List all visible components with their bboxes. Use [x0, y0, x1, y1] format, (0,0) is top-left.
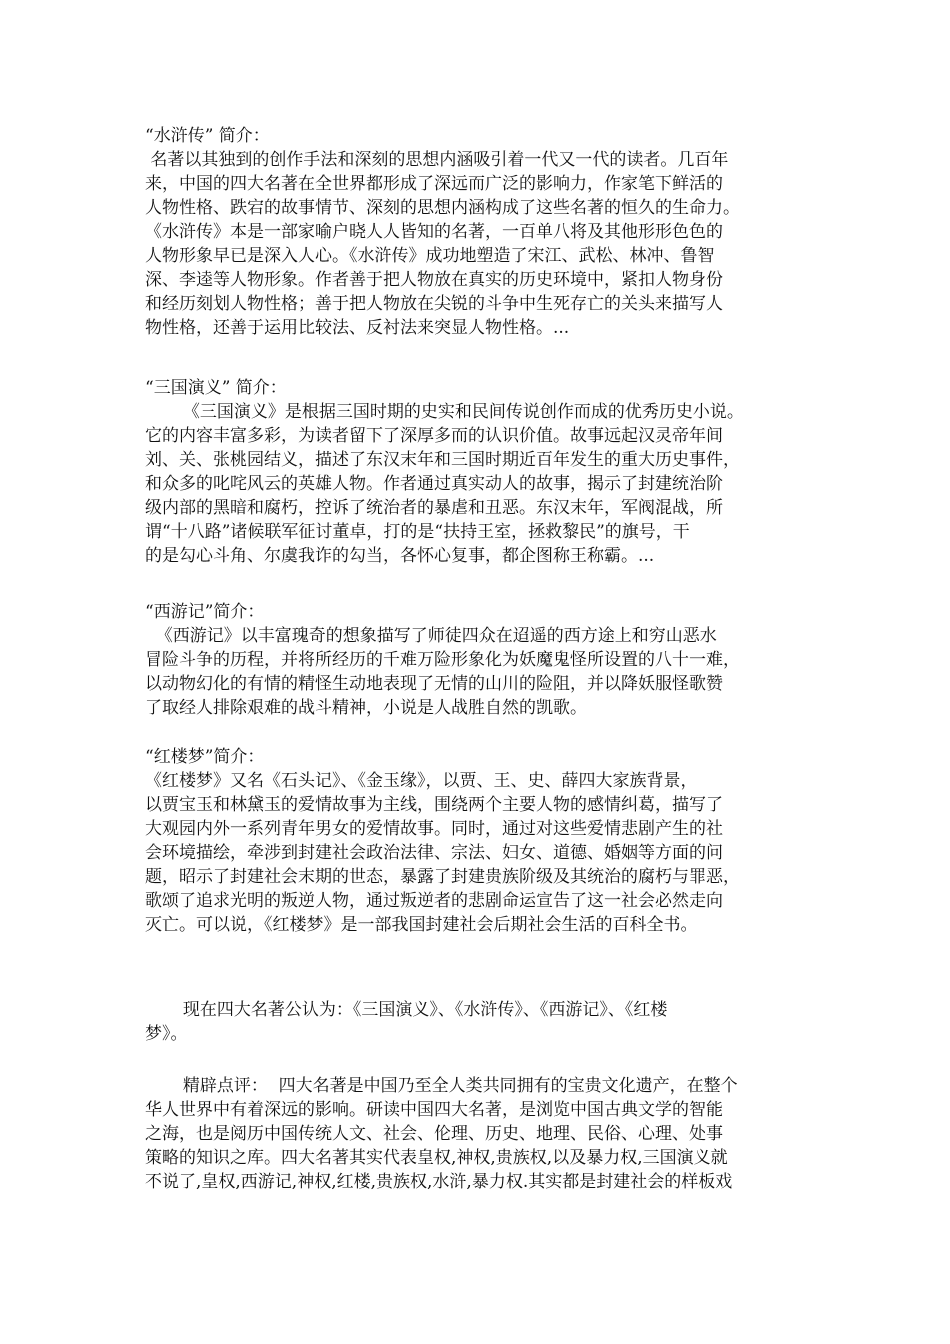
paragraph-line: 会环境描绘，牵涉到封建社会政治法律、宗法、妇女、道德、婚姻等方面的问: [145, 843, 723, 863]
paragraph-line: 大观园内外一系列青年男女的爱情故事。同时，通过对这些爱情悲剧产生的社: [145, 819, 723, 839]
paragraph-line: 冒险斗争的历程，并将所经历的千难万险形象化为妖魔鬼怪所设置的八十一难，: [145, 650, 740, 670]
paragraph-line: 策略的知识之库。四大名著其实代表皇权,神权,贵族权,以及暴力权,三国演义就: [145, 1148, 728, 1168]
commentary-paragraph: [145, 1074, 815, 1194]
paragraph-line: 谓“十八路”诸候联军征讨董卓，打的是“扶持王室，拯救黎民”的旗号，干: [145, 522, 690, 542]
paragraph-line: 现在四大名著公认为：《三国演义》、《水浒传》、《西游记》、《红楼: [145, 1000, 668, 1020]
section-heading: “西游记”简介：: [145, 602, 265, 622]
paragraph-line: 梦》。: [145, 1024, 188, 1044]
paragraph-line: 之海，也是阅历中国传统人文、社会、伦理、历史、地理、民俗、心理、处事: [145, 1124, 723, 1144]
section-heading: “水浒传” 简介：: [145, 126, 270, 146]
paragraph-line: 《三国演义》是根据三国时期的史实和民间传说创作而成的优秀历史小说。: [145, 402, 744, 422]
summary-paragraph: [145, 998, 815, 1046]
paragraph-line: 《水浒传》本是一部家喻户晓人人皆知的名著，一百单八将及其他形形色色的: [145, 222, 723, 242]
section-heading: “三国演义” 简介：: [145, 378, 287, 398]
paragraph-line: 和众多的叱咤风云的英雄人物。作者通过真实动人的故事，揭示了封建统治阶: [145, 474, 723, 494]
paragraph-line: 精辟点评： 四大名著是中国乃至全人类共同拥有的宝贵文化遗产，在整个: [145, 1076, 738, 1096]
paragraph-line: 它的内容丰富多彩，为读者留下了深厚多而的认识价值。故事远起汉灵帝年间: [145, 426, 723, 446]
paragraph-line: 以贾宝玉和林黛玉的爱情故事为主线，围绕两个主要人物的感情纠葛，描写了: [145, 795, 723, 815]
paragraph-line: 物性格，还善于运用比较法、反衬法来突显人物性格。...: [145, 318, 570, 338]
paragraph-line: 名著以其独到的创作手法和深刻的思想内涵吸引着一代又一代的读者。几百年: [145, 150, 729, 170]
paragraph-line: 级内部的黑暗和腐朽，控诉了统治者的暴虐和丑恶。东汉末年，军阀混战，所: [145, 498, 723, 518]
paragraph-line: 华人世界中有着深远的影响。研读中国四大名著，是浏览中国古典文学的智能: [145, 1100, 723, 1120]
paragraph-line: 了取经人排除艰难的战斗精神，小说是人战胜自然的凯歌。: [145, 698, 587, 718]
paragraph-line: 来，中国的四大名著在全世界都形成了深远而广泛的影响力，作家笔下鲜活的: [145, 174, 723, 194]
paragraph-line: 题，昭示了封建社会末期的世态，暴露了封建贵族阶级及其统治的腐朽与罪恶，: [145, 867, 740, 887]
paragraph-line: 不说了,皇权,西游记,神权,红楼,贵族权,水浒,暴力权.其实都是封建社会的样板戏: [145, 1172, 733, 1192]
paragraph-line: 《西游记》以丰富瑰奇的想象描写了师徒四众在迢遥的西方途上和穷山恶水: [145, 626, 717, 646]
section-xiyouji: [145, 600, 815, 720]
section-heading: “红楼梦”简介：: [145, 747, 265, 767]
paragraph-line: 深、李逵等人物形象。作者善于把人物放在真实的历史环境中，紧扣人物身份: [145, 270, 723, 290]
paragraph-line: 人物性格、跌宕的故事情节、深刻的思想内涵构成了这些名著的恒久的生命力。: [145, 198, 740, 218]
paragraph-line: 和经历刻划人物性格；善于把人物放在尖锐的斗争中生死存亡的关头来描写人: [145, 294, 723, 314]
paragraph-line: 歌颂了追求光明的叛逆人物，通过叛逆者的悲剧命运宣告了这一社会必然走向: [145, 891, 723, 911]
section-shuihuzhuan: [145, 124, 815, 340]
paragraph-line: 人物形象早已是深入人心。《水浒传》成功地塑造了宋江、武松、林冲、鲁智: [145, 246, 715, 266]
paragraph-line: 《红楼梦》又名《石头记》、《金玉缘》，以贾、王、史、薛四大家族背景，: [145, 771, 698, 791]
section-sanguoyanyi: [145, 376, 815, 568]
section-hongloumeng: [145, 745, 815, 937]
paragraph-line: 刘、关、张桃园结义，描述了东汉末年和三国时期近百年发生的重大历史事件，: [145, 450, 740, 470]
paragraph-line: 的是勾心斗角、尔虞我诈的勾当，各怀心复事，都企图称王称霸。...: [145, 546, 655, 566]
paragraph-line: 灭亡。可以说，《红楼梦》是一部我国封建社会后期社会生活的百科全书。: [145, 915, 698, 935]
paragraph-line: 以动物幻化的有情的精怪生动地表现了无情的山川的险阻，并以降妖服怪歌赞: [145, 674, 723, 694]
